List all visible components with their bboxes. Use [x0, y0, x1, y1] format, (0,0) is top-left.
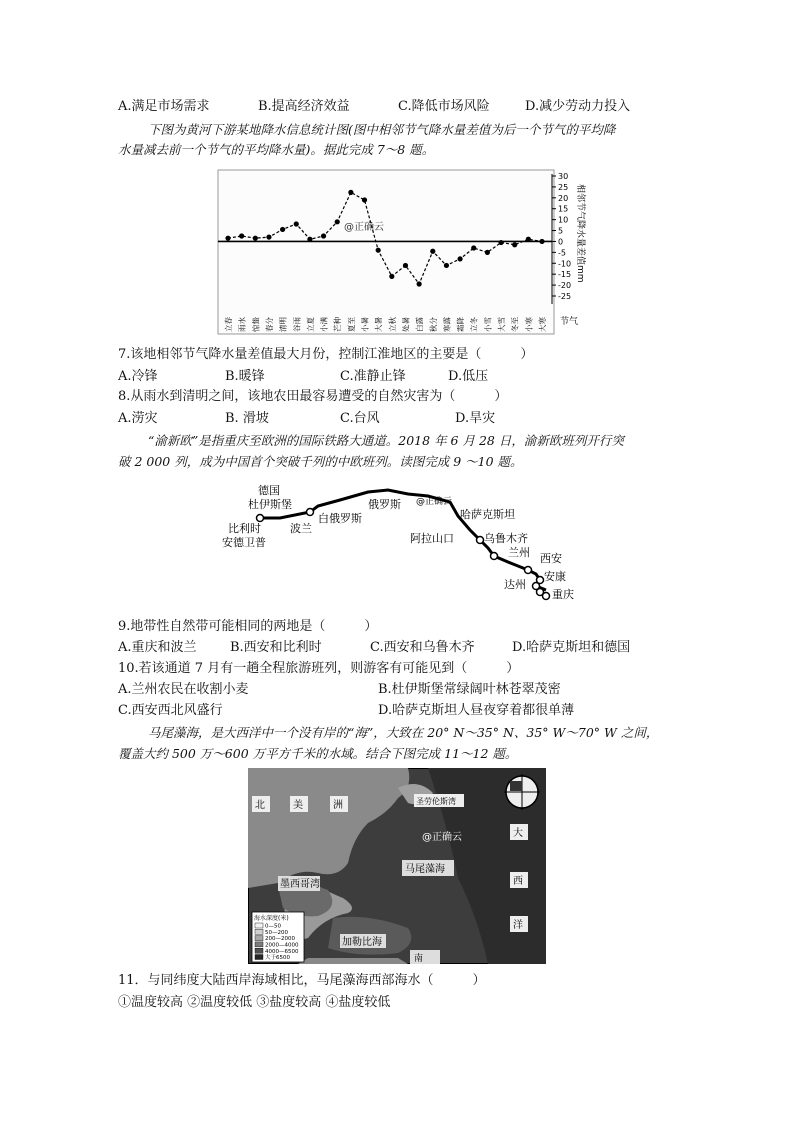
- x-tick-label: 小满: [319, 317, 329, 332]
- q6-option-a: A.满足市场需求: [118, 99, 210, 114]
- q7-stem: 7.该地相邻节气降水量差值最大月份，控制江淮地区的主要是（ ）: [118, 347, 534, 362]
- compass-highlight: [510, 781, 522, 791]
- sargasso-sea-map: [248, 768, 546, 964]
- x-tick-label: 大暑: [374, 317, 384, 332]
- data-point: [348, 190, 353, 195]
- route-map: [218, 478, 588, 606]
- q7-option-a: A.冷锋: [118, 369, 158, 384]
- data-point: [498, 240, 503, 245]
- legend-title: 海水深度(米): [254, 915, 289, 922]
- data-point: [512, 242, 517, 247]
- y-tick-label: 30: [558, 172, 569, 181]
- q7-option-c: C.准静止锋: [340, 369, 406, 384]
- data-point: [362, 197, 367, 202]
- map-south-america: [298, 958, 408, 964]
- x-tick-label: 芒种: [333, 317, 343, 332]
- data-point: [335, 219, 340, 224]
- x-tick-label: 立夏: [305, 317, 315, 332]
- data-point: [444, 263, 449, 268]
- q6-option-d: D.减少劳动力投入: [525, 99, 631, 114]
- data-point: [403, 263, 408, 268]
- label-alashankou: 阿拉山口: [410, 532, 454, 545]
- x-tick-label: 冬至: [510, 317, 520, 332]
- y-tick-label: 25: [558, 182, 569, 192]
- label-mexico: 墨西哥湾: [280, 879, 320, 890]
- intro-9-10-line2: 破 2 000 列，成为中国首个突破千列的中欧班列。读图完成 9 ～10 题。: [118, 454, 523, 469]
- q8-stem: 8.从雨水到清明之间，该地农田最容易遭受的自然灾害为（ ）: [118, 389, 508, 404]
- label-dazhou: 达州: [504, 578, 526, 591]
- y-tick-label: 0: [558, 237, 564, 247]
- node-antwerp: [257, 515, 264, 522]
- x-tick-label: 白露: [415, 317, 425, 332]
- q9-option-c: C.西安和乌鲁木齐: [370, 640, 475, 655]
- node-chongqing: [543, 593, 550, 600]
- label-chongqing: 重庆: [552, 588, 574, 601]
- intro-11-12-line2: 覆盖大约 500 万～600 万平方千米的水域。结合下图完成 11～12 题。: [118, 746, 518, 761]
- data-point: [266, 234, 271, 239]
- q8-option-c: C.台风: [340, 411, 380, 426]
- q8-option-a: A.涝灾: [118, 411, 158, 426]
- y-tick-label: -15: [558, 270, 572, 280]
- q10-option-c: C.西安西北风盛行: [118, 703, 223, 718]
- x-tick-label: 立春: [224, 317, 233, 332]
- chart-ylabel: 相邻节气降水量差值mm: [575, 184, 585, 283]
- label-belgium: 比利时: [228, 522, 261, 535]
- label-urumqi: 乌鲁木齐: [484, 532, 528, 545]
- legend-label: 2000—4000: [265, 942, 299, 949]
- data-point: [280, 227, 285, 232]
- q9-option-d: D.哈萨克斯坦和德国: [512, 640, 631, 655]
- route-watermark: @正确云: [416, 497, 453, 507]
- label-duisburg: 杜伊斯堡: [248, 498, 292, 511]
- intro-7-8-line2: 水量减去前一个节气的平均降水量)。据此完成 7～8 题。: [118, 142, 435, 157]
- data-point: [321, 233, 326, 238]
- x-tick-label: 大雪: [497, 317, 507, 332]
- x-tick-label: 大寒: [538, 317, 547, 332]
- label-xi: 西: [513, 876, 523, 887]
- label-america: 美: [293, 800, 303, 811]
- legend-label: 50—200: [265, 929, 288, 936]
- x-tick-label: 惊蛰: [251, 317, 261, 332]
- y-tick-label: 20: [558, 193, 569, 203]
- chart-xlabel: 节气: [560, 317, 579, 327]
- label-yang: 洋: [513, 920, 523, 931]
- data-point: [389, 274, 394, 279]
- label-continent: 洲: [333, 800, 343, 811]
- q11-options: ①温度较高 ②温度较低 ③盐度较高 ④盐度较低: [118, 995, 391, 1010]
- q10-stem: 10.若该通道 7 月有一趟全程旅游班列，则游客有可能见到（ ）: [118, 661, 520, 676]
- q7-option-b: B.暖锋: [225, 369, 265, 384]
- label-germany: 德国: [258, 484, 280, 497]
- intro-9-10-line1: “渝新欧”是指重庆至欧洲的国际铁路大通道。2018 年 6 月 28 日，渝新欧班列开行突: [148, 433, 624, 448]
- y-tick-label: 5: [558, 226, 564, 236]
- legend-swatch: [255, 955, 263, 960]
- data-point: [471, 245, 476, 250]
- node-duisburg: [307, 509, 314, 516]
- q10-option-a: A.兰州农民在收割小麦: [118, 682, 249, 697]
- data-point: [307, 237, 312, 242]
- data-point: [225, 236, 230, 241]
- legend-label: 4000—6500: [265, 948, 299, 955]
- label-xian: 西安: [540, 552, 562, 565]
- y-tick-label: -10: [558, 259, 572, 269]
- label-lanzhou: 兰州: [508, 546, 530, 559]
- node-alashankou: [477, 537, 484, 544]
- x-tick-label: 清明: [278, 317, 288, 332]
- q10-option-d: D.哈萨克斯坦人昼夜穿着都很单薄: [378, 703, 575, 718]
- data-point: [457, 256, 462, 261]
- x-tick-label: 立秋: [387, 317, 397, 332]
- legend-swatch: [255, 929, 263, 934]
- legend-label: 大于6500: [265, 955, 290, 962]
- chart-frame: [218, 170, 554, 334]
- data-point: [539, 239, 544, 244]
- y-tick-label: 10: [558, 215, 569, 225]
- node-lanzhou: [525, 567, 532, 574]
- data-point: [253, 236, 258, 241]
- label-sargasso: 马尾藻海: [405, 864, 445, 875]
- data-point: [430, 249, 435, 254]
- x-tick-label: 小暑: [360, 317, 370, 332]
- q9-option-a: A.重庆和波兰: [118, 640, 197, 655]
- legend-swatch: [255, 936, 263, 941]
- precipitation-chart: [216, 168, 586, 338]
- label-caribbean: 加勒比海: [342, 937, 382, 948]
- label-ankang: 安康: [544, 570, 566, 583]
- q8-option-d: D.旱灾: [455, 411, 496, 426]
- x-tick-label: 夏至: [346, 317, 356, 332]
- legend-swatch: [255, 942, 263, 947]
- q9-stem: 9.地带性自然带可能相同的两地是（ ）: [118, 619, 378, 634]
- intro-11-12-line1: 马尾藻海，是大西洋中一个没有岸的“海”，大致在 20° N～35° N、35° W～70° W 之间，: [148, 725, 659, 740]
- data-point: [417, 281, 422, 286]
- node-urumqi: [491, 553, 498, 560]
- q7-option-d: D.低压: [448, 369, 489, 384]
- x-tick-label: 立冬: [469, 317, 479, 332]
- x-tick-label: 雨水: [237, 317, 247, 332]
- x-tick-label: 处暑: [401, 317, 411, 332]
- x-tick-label: 秋分: [428, 317, 438, 332]
- y-tick-label: -20: [558, 281, 572, 291]
- map-watermark: @正确云: [422, 832, 462, 843]
- label-kazakhstan: 哈萨克斯坦: [460, 508, 515, 521]
- q6-option-c: C.降低市场风险: [398, 99, 490, 114]
- q11-stem: 11．与同纬度大陆西岸海域相比，马尾藻海西部海水（ ）: [118, 973, 486, 988]
- data-point: [239, 233, 244, 238]
- y-tick-label: 15: [558, 204, 569, 214]
- q6-option-b: B.提高经济效益: [258, 99, 350, 114]
- label-belarus: 白俄罗斯: [318, 512, 362, 525]
- label-da: 大: [513, 828, 523, 839]
- label-russia: 俄罗斯: [368, 498, 401, 511]
- x-tick-label: 小寒: [524, 317, 534, 332]
- q10-option-b: B.杜伊斯堡常绿阔叶林苍翠茂密: [378, 682, 561, 697]
- label-south: 南: [414, 954, 424, 964]
- intro-7-8-line1: 下图为黄河下游某地降水信息统计图(图中相邻节气降水量差值为后一个节气的平均降: [148, 122, 616, 137]
- x-tick-label: 霜降: [456, 317, 466, 332]
- data-point: [485, 250, 490, 255]
- label-newfoundland: 圣劳伦斯湾: [416, 797, 456, 806]
- legend-swatch: [255, 948, 263, 953]
- x-tick-label: 春分: [264, 317, 274, 332]
- y-tick-label: -5: [558, 248, 566, 258]
- x-tick-label: 小雪: [483, 317, 493, 332]
- data-point: [376, 248, 381, 253]
- data-point: [526, 237, 531, 242]
- legend-label: 200—2000: [265, 936, 295, 943]
- q9-option-b: B.西安和比利时: [230, 640, 322, 655]
- x-tick-label: 寒露: [442, 317, 452, 332]
- data-point: [294, 221, 299, 226]
- chart-watermark: @正确云: [344, 222, 384, 233]
- label-poland: 波兰: [290, 522, 312, 535]
- q8-option-b: B. 滑坡: [225, 411, 269, 426]
- label-antwerp: 安德卫普: [222, 536, 266, 549]
- label-north: 北: [255, 800, 265, 811]
- legend-swatch: [255, 923, 263, 928]
- y-tick-label: -25: [558, 292, 572, 301]
- x-tick-label: 谷雨: [292, 317, 302, 332]
- legend-label: 0—50: [265, 923, 281, 930]
